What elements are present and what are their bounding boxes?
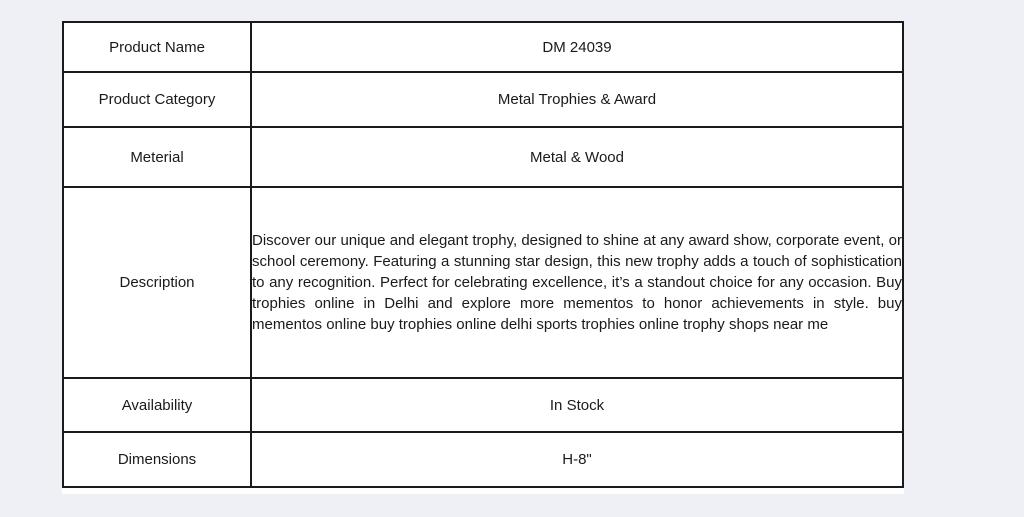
product-spec-sheet xyxy=(62,21,904,494)
table-row-description xyxy=(63,187,903,378)
product-category-value: Metal Trophies & Award xyxy=(251,72,903,127)
product-spec-table xyxy=(62,21,904,488)
table-row-material xyxy=(63,127,903,187)
table-row-product-category xyxy=(63,72,903,127)
table-row-dimensions xyxy=(63,432,903,487)
description-value: Discover our unique and elegant trophy, designed to shine at any award show, corporate event, or school ceremony. Featuring a stunning star design, this new trophy adds a touch of sophistication to any recognition. Perfect for celebrating excellence, it’s a standout choice for any occasion. Buy trophies online in Delhi and explore more mementos to honor achievements in style. buy mementos online buy trophies online delhi sports trophies online trophy shops near me xyxy=(251,187,903,378)
table-row-availability xyxy=(63,378,903,432)
product-name-label: Product Name xyxy=(63,22,251,72)
material-value: Metal & Wood xyxy=(251,127,903,187)
table-row-product-name xyxy=(63,22,903,72)
dimensions-value: H-8" xyxy=(251,432,903,487)
availability-value: In Stock xyxy=(251,378,903,432)
description-label: Description xyxy=(63,187,251,378)
dimensions-label: Dimensions xyxy=(63,432,251,487)
material-label: Meterial xyxy=(63,127,251,187)
product-name-value: DM 24039 xyxy=(251,22,903,72)
product-category-label: Product Category xyxy=(63,72,251,127)
availability-label: Availability xyxy=(63,378,251,432)
